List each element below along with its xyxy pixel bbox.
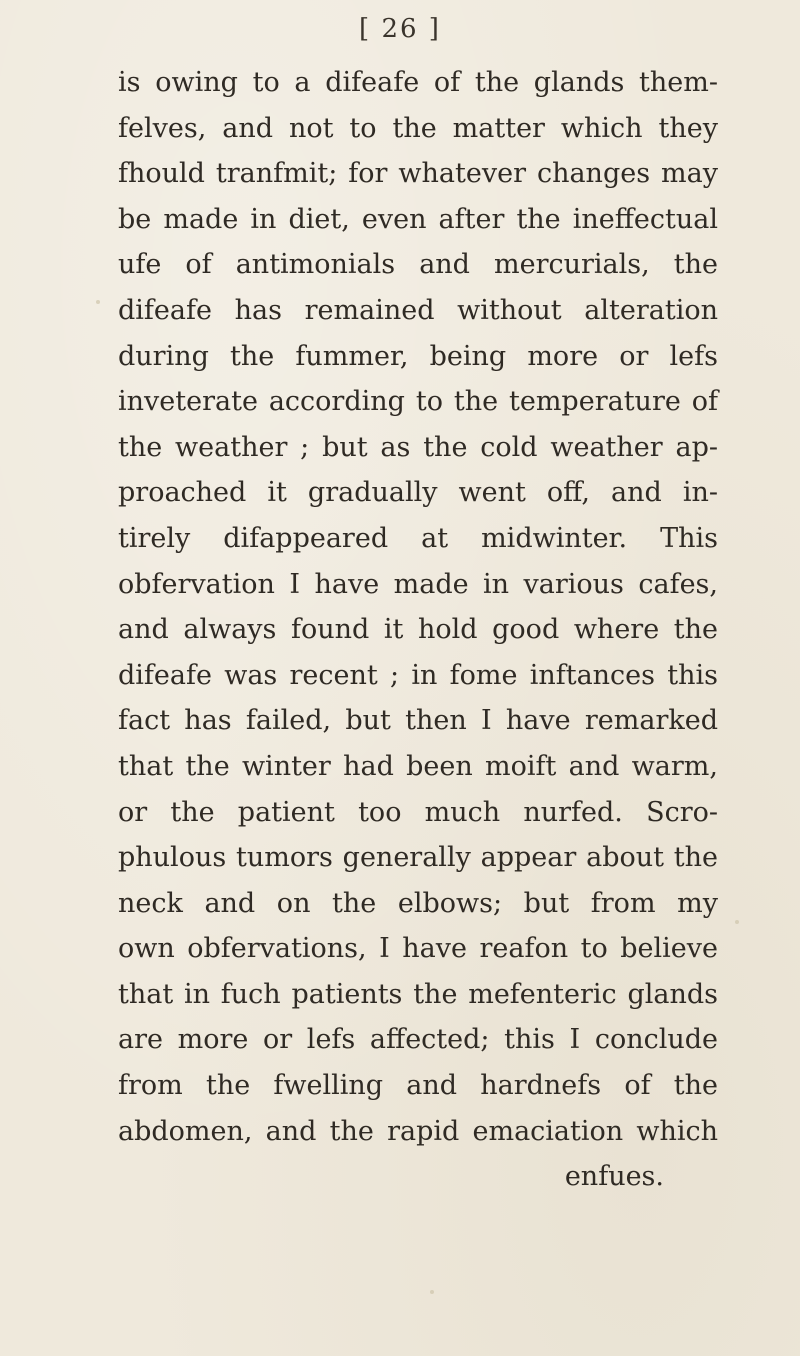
text-line: or the patient too much nurfed. Scro- [118, 796, 718, 828]
text-line: fhould tranfmit; for whatever changes may [118, 158, 718, 190]
text-line: ufe of antimonials and mercurials, the [118, 249, 718, 281]
paper-speck [96, 300, 100, 304]
text-line: felves, and not to the matter which they [118, 112, 718, 144]
page-number-header: [ 26 ] [359, 14, 441, 44]
paper-speck [735, 920, 739, 924]
text-line: be made in diet, even after the ineffectual [118, 203, 718, 235]
text-line: proached it gradually went off, and in- [118, 477, 718, 509]
text-line: that in fuch patients the mefenteric glands [118, 978, 718, 1010]
text-line: difeafe was recent ; in fome inftances this [118, 659, 718, 691]
text-line: obfervation I have made in various cafes, [118, 568, 718, 600]
text-line: during the fummer, being more or lefs [118, 340, 718, 372]
text-line: is owing to a difeafe of the glands them- [118, 67, 718, 98]
text-line: from the fwelling and hardnefs of the [118, 1070, 718, 1102]
text-line: abdomen, and the rapid emaciation which [118, 1115, 718, 1147]
text-line: fact has failed, but then I have remarked [118, 705, 718, 737]
text-line: are more or lefs affected; this I conclude [118, 1024, 718, 1056]
text-line: difeafe has remained without alteration [118, 294, 718, 326]
paper-speck [430, 1290, 434, 1294]
text-line: the weather ; but as the cold weather ap- [118, 431, 718, 463]
text-line: neck and on the elbows; but from my [118, 887, 718, 919]
text-line: that the winter had been moift and warm, [118, 750, 718, 782]
body-text [118, 60, 718, 1200]
text-line: own obfervations, I have reafon to believe [118, 933, 718, 965]
text-line: phulous tumors generally appear about the [118, 842, 718, 874]
catchword: enfues. [564, 1161, 664, 1193]
text-line: inveterate according to the temperature of [118, 386, 718, 418]
text-line: and always found it hold good where the [118, 614, 718, 646]
text-line: tirely difappeared at midwinter. This [118, 522, 718, 554]
